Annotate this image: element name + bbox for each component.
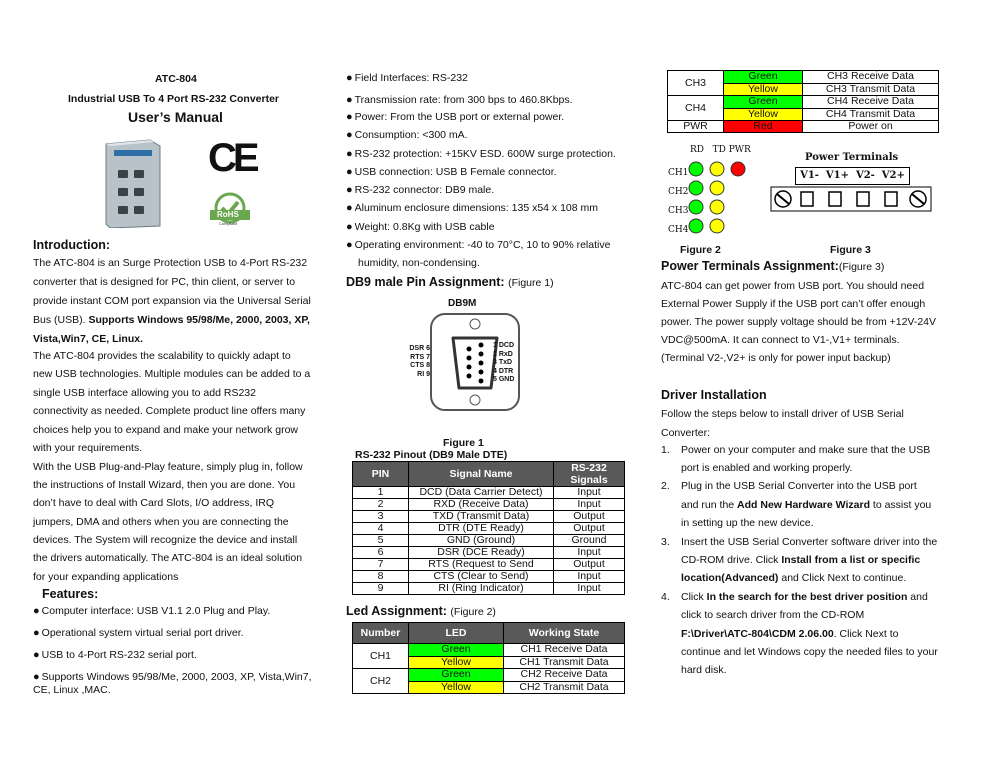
- figure2-label: Figure 2: [680, 244, 721, 256]
- led-heading: Led Assignment: (Figure 2): [346, 604, 496, 618]
- table-row: CH2 Green CH2 Receive Data: [353, 669, 625, 682]
- table-row: 6 DSR (DCE Ready) Input: [353, 547, 625, 559]
- table-row: 1 DCD (Data Carrier Detect) Input: [353, 487, 625, 499]
- led-header-row: Number LED Working State: [353, 623, 625, 644]
- pinout-header-row: PIN Signal Name RS-232 Signals: [353, 462, 625, 487]
- driver-intro-2: Converter:: [661, 427, 711, 439]
- table-row: 9 RI (Ring Indicator) Input: [353, 583, 625, 595]
- power-heading: Power Terminals Assignment:(Figure 3): [661, 259, 885, 273]
- figure1-label: Figure 1: [443, 437, 484, 449]
- table-row: CH1 Green CH1 Receive Data: [353, 644, 625, 657]
- table-row: Yellow CH2 Transmit Data: [353, 681, 625, 694]
- power-terminal-block: [770, 186, 932, 212]
- led-panel-rows: CH1 CH2 CH3 CH4: [668, 168, 689, 235]
- table-row: PWR Red Power on: [668, 121, 939, 133]
- table-row: 4 DTR (DTE Ready) Output: [353, 523, 625, 535]
- power-terminal-labels: V1- V1+ V2- V2+: [795, 167, 910, 185]
- table-row: CH4 Green CH4 Receive Data: [668, 96, 939, 109]
- led-panel-headers: RD TD PWR: [690, 145, 751, 155]
- features-heading: Features:: [42, 587, 99, 601]
- rohs-text: RoHS: [217, 210, 239, 219]
- table-row: 2 RXD (Receive Data) Input: [353, 499, 625, 511]
- led-table-2: [667, 70, 939, 133]
- table-row: 8 CTS (Clear to Send) Input: [353, 571, 625, 583]
- model-title: ATC-804: [155, 73, 197, 85]
- led-table-1: [352, 622, 625, 694]
- rohs-sub: Compliant: [219, 221, 238, 226]
- table-row: Yellow CH4 Transmit Data: [668, 108, 939, 121]
- db9-left-pins: DSR 6 RTS 7 CTS 8 RI 9: [409, 345, 430, 378]
- figure1-title: RS-232 Pinout (DB9 Male DTE): [355, 449, 508, 461]
- driver-intro-1: Follow the steps below to install driver of USB Serial: [661, 408, 904, 420]
- db9-heading: DB9 male Pin Assignment: (Figure 1): [346, 275, 554, 289]
- figure3-label: Figure 3: [830, 244, 871, 256]
- table-row: Yellow CH3 Transmit Data: [668, 83, 939, 96]
- driver-heading: Driver Installation: [661, 388, 767, 402]
- table-row: Yellow CH1 Transmit Data: [353, 656, 625, 669]
- db9-diagram-title: DB9M: [448, 298, 477, 309]
- device-image: [100, 136, 166, 228]
- ce-mark: CE: [208, 136, 256, 180]
- power-terminal-title: Power Terminals: [805, 152, 899, 163]
- manual-title: User’s Manual: [128, 109, 223, 125]
- db9-right-pins: 1 DCD 2 RxD 3 TxD 4 DTR 5 GND: [493, 342, 515, 383]
- table-row: CH3 Green CH3 Receive Data: [668, 71, 939, 84]
- led-panel-diagram: [686, 158, 752, 238]
- pinout-table: [352, 461, 625, 595]
- table-row: 3 TXD (Transmit Data) Output: [353, 511, 625, 523]
- table-row: 7 RTS (Request to Send Output: [353, 559, 625, 571]
- table-row: 5 GND (Ground) Ground: [353, 535, 625, 547]
- product-subtitle: Industrial USB To 4 Port RS-232 Converter: [68, 93, 280, 105]
- intro-heading: Introduction:: [33, 238, 111, 252]
